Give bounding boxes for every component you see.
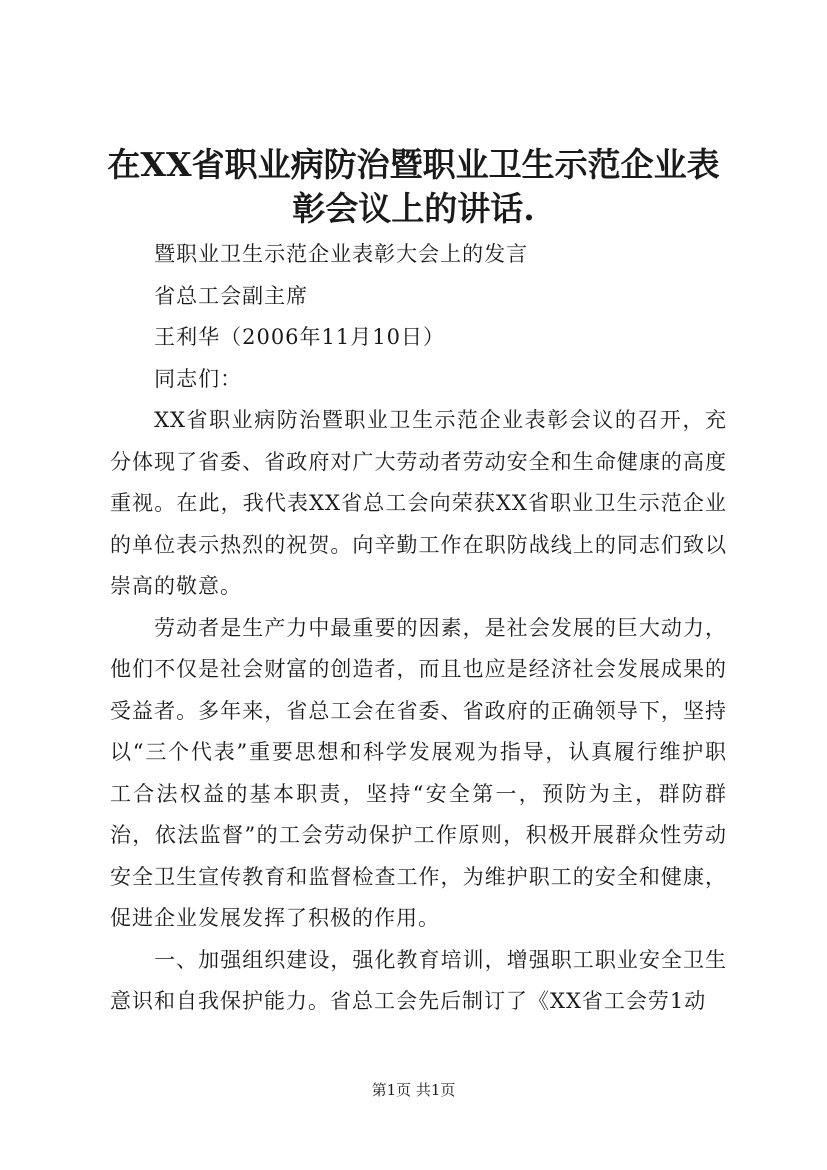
speaker-date: 王利华（2006年11月10日） xyxy=(154,325,445,349)
document-title: 在XX省职业病防治暨职业卫生示范企业表彰会议上的讲话. xyxy=(107,145,720,228)
body-paragraph: 一、加强组织建设，强化教育培训，增强职工职业安全卫生意识和自我保护能力。省总工会先后制订了《XX省工会劳1动 xyxy=(110,947,727,1013)
speaker-position: 省总工会副主席 xyxy=(154,283,309,308)
salutation: 同志们： xyxy=(154,366,243,391)
subtitle-line: 暨职业卫生示范企业表彰大会上的发言 xyxy=(154,242,529,266)
document-body xyxy=(110,234,727,1023)
body-paragraph: XX省职业病防治暨职业卫生示范企业表彰会议的召开，充分体现了省委、省政府对广大劳动者劳动安全和生命健康的高度重视。在此，我代表XX省总工会向荣获XX省职业卫生示范企业的单位表示热烈的祝贺。向辛勤工作在职防战线上的同志们致以崇高的敬意。 xyxy=(110,408,727,598)
page-footer: 第1页 共1页 xyxy=(371,1081,456,1099)
body-paragraph: 劳动者是生产力中最重要的因素，是社会发展的巨大动力，他们不仅是社会财富的创造者，而且也应是经济社会发展成果的受益者。多年来，省总工会在省委、省政府的正确领导下，坚持以“三个代表”重要思想和科学发展观为指导，认真履行维护职工合法权益的基本职责，坚持“安全第一，预防为主，群防群治，依法监督”的工会劳动保护工作原则，积极开展群众性劳动安全卫生宣传教育和监督检查工作，为维护职工的安全和健康，促进企业发展发挥了积极的作用。 xyxy=(110,615,727,930)
